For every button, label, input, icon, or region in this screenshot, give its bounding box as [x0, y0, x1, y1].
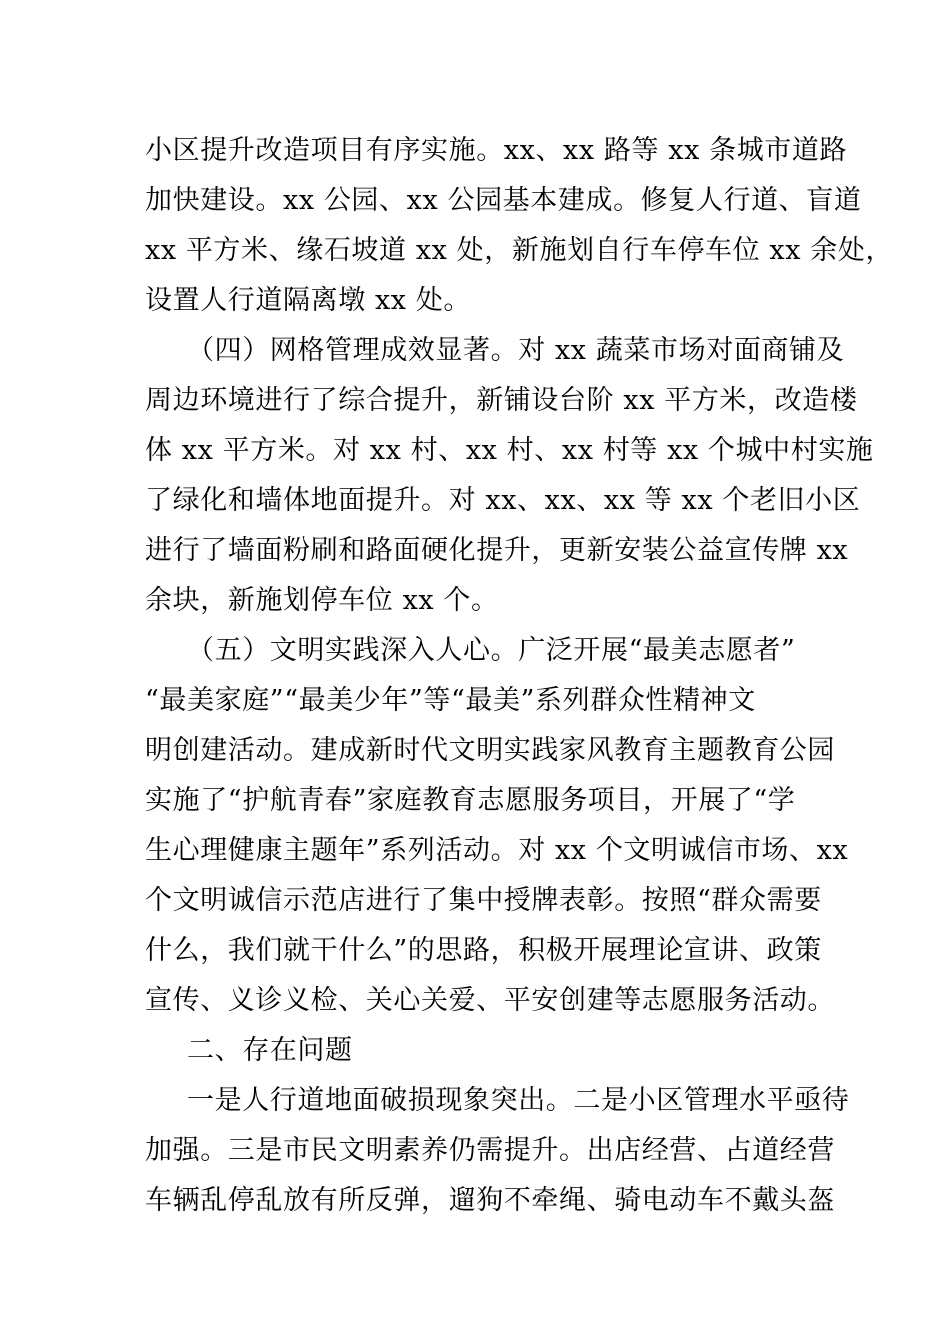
paragraph-line: 设置人行道隔离墩 xx 处。 [145, 285, 472, 316]
paragraph-line: 实施了“护航青春”家庭教育志愿服务项目，开展了“学 [145, 785, 796, 816]
section-heading: 二、存在问题 [187, 1035, 353, 1066]
paragraph-line: 生心理健康主题年”系列活动。对 xx 个文明诚信市场、xx [145, 835, 849, 866]
paragraph-line: 了绿化和墙体地面提升。对 xx、xx、xx 等 xx 个老旧小区 [145, 485, 861, 516]
paragraph-line: 周边环境进行了综合提升，新铺设台阶 xx 平方米，改造楼 [145, 385, 858, 416]
paragraph-line: 什么，我们就干什么”的思路，积极开展理论宣讲、政策 [145, 935, 822, 966]
paragraph-line: 进行了墙面粉刷和路面硬化提升，更新安装公益宣传牌 xx [145, 535, 849, 566]
paragraph-line: 体 xx 平方米。对 xx 村、xx 村、xx 村等 xx 个城中村实施 [145, 435, 874, 466]
paragraph-line: 加快建设。xx 公园、xx 公园基本建成。修复人行道、盲道 [145, 185, 862, 216]
paragraph-line: “最美家庭”“最美少年”等“最美”系列群众性精神文 [145, 685, 756, 716]
paragraph-line: （四）网格管理成效显著。对 xx 蔬菜市场对面商铺及 [187, 335, 845, 366]
paragraph-line: 小区提升改造项目有序实施。xx、xx 路等 xx 条城市道路 [145, 135, 848, 166]
paragraph-line: 车辆乱停乱放有所反弹，遛狗不牵绳、骑电动车不戴头盔 [145, 1185, 835, 1216]
paragraph-line: 个文明诚信示范店进行了集中授牌表彰。按照“群众需要 [145, 885, 822, 916]
paragraph-line: xx 平方米、缘石坡道 xx 处，新施划自行车停车位 xx 余处， [145, 235, 894, 266]
paragraph-line: 加强。三是市民文明素养仍需提升。出店经营、占道经营 [145, 1135, 835, 1166]
paragraph-line: 一是人行道地面破损现象突出。二是小区管理水平亟待 [187, 1085, 850, 1116]
paragraph-line: 宣传、义诊义检、关心关爱、平安创建等志愿服务活动。 [145, 985, 835, 1016]
paragraph-line: 明创建活动。建成新时代文明实践家风教育主题教育公园 [145, 735, 835, 766]
paragraph-line: （五）文明实践深入人心。广泛开展“最美志愿者” [187, 635, 796, 666]
paragraph-line: 余块，新施划停车位 xx 个。 [145, 585, 499, 616]
